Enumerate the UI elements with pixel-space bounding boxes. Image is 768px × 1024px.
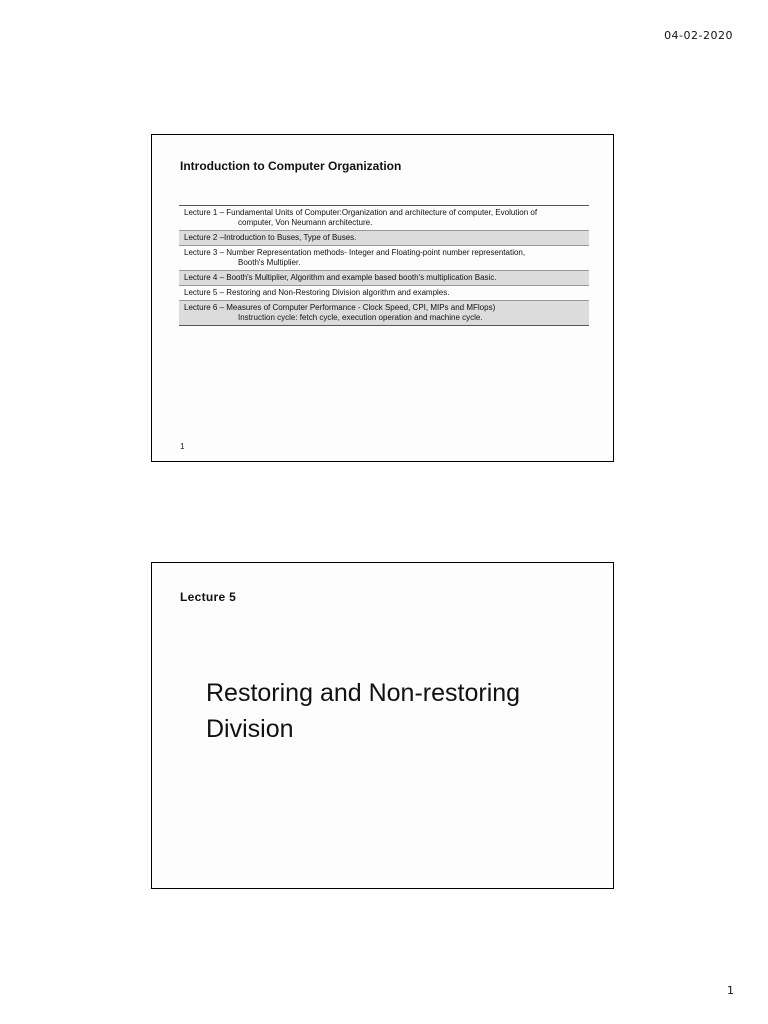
lecture-row-continuation: Instruction cycle: fetch cycle, execution operation and machine cycle. [238, 313, 483, 322]
lecture-row [179, 271, 589, 286]
lecture-row-text: Lecture 2 –Introduction to Buses, Type of Buses. [184, 233, 357, 242]
slide-big-title: Restoring and Non-restoring Division [206, 679, 521, 743]
slide-course-overview [151, 134, 614, 462]
slide-number: 1 [180, 442, 185, 451]
slide-lecture-5 [151, 562, 614, 889]
lecture-row-text: Lecture 4 – Booth's Multiplier, Algorithm and example based booth's multiplication Basic. [184, 273, 497, 282]
lecture-row-text: Lecture 3 – Number Representation methods- Integer and Floating-point number representation, [184, 248, 526, 257]
page-date: 04-02-2020 [664, 29, 733, 42]
lecture-row [179, 206, 589, 231]
lecture-table [179, 205, 589, 326]
lecture-row [179, 286, 589, 301]
lecture-row [179, 231, 589, 246]
lecture-label: Lecture 5 [180, 590, 237, 604]
slide-title: Introduction to Computer Organization [180, 159, 402, 173]
lecture-row-text: Lecture 6 – Measures of Computer Performance - Clock Speed, CPI, MIPs and MFlops) [184, 303, 496, 312]
lecture-row-continuation: Booth's Multiplier. [238, 258, 301, 267]
lecture-row-continuation: computer, Von Neumann architecture. [238, 218, 373, 227]
lecture-row [179, 246, 589, 271]
lecture-row-text: Lecture 1 – Fundamental Units of Computer:Organization and architecture of computer, Evolution of [184, 208, 538, 217]
lecture-row [179, 301, 589, 326]
page-number: 1 [727, 984, 734, 997]
lecture-row-text: Lecture 5 – Restoring and Non-Restoring Division algorithm and examples. [184, 288, 450, 297]
